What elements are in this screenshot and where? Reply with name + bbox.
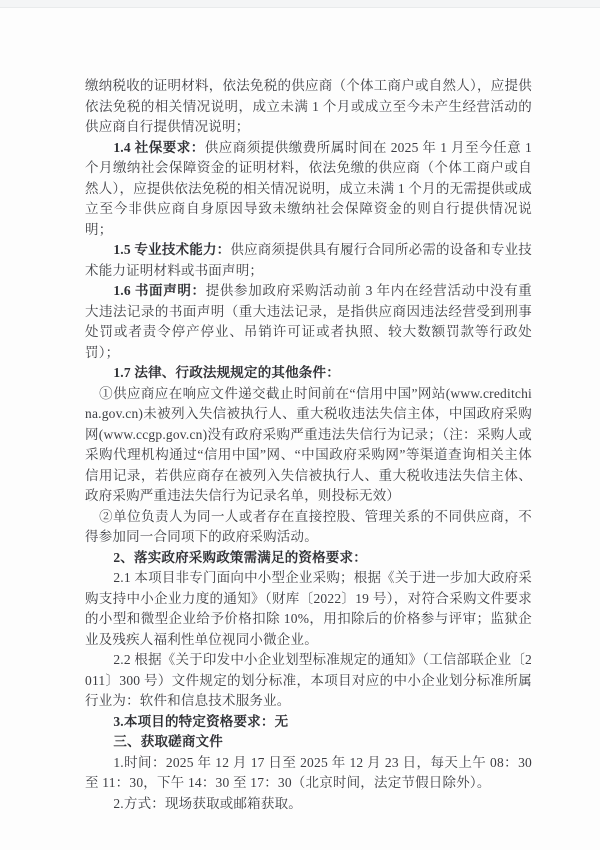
paragraph-text: 1.时间：2025 年 12 月 17 日至 2025 年 12 月 23 日，每天上午 08：30 至 11：30，下午 14：30 至 17：30（北京时间，法定节假日除外）。 [85, 754, 532, 790]
paragraph-2-2-sme-classification [85, 650, 532, 712]
paragraph-1-5-technical-ability [85, 240, 532, 281]
paragraph-1-7-legal-conditions [85, 363, 532, 384]
paragraph-text: ①供应商应在响应文件递交截止时间前在“信用中国”网站(www.creditchina.gov.cn)未被列入失信被执行人、重大税收违法失信主体，中国政府采购网(www.ccgp.gov.cn)没有政府采购严重违法失信行为记录；（注：采购人或采购代理机构通过“信用中国”网、“中国政府采购网”等渠道查询相关主体信用记录，若供应商存在被列入失信被执行人、重大税收违法失信主体、政府采购严重违法失信行为记录名单，则投标无效） [85, 385, 532, 503]
clause-heading: 3.本项目的特定资格要求： [113, 713, 275, 729]
clause-heading: 1.4 社保要求： [113, 139, 205, 155]
section-heading: 三、获取磋商文件 [113, 734, 223, 749]
paragraph-section-3-obtain-documents-heading [85, 732, 532, 753]
paragraph-text: 供应商须提供具有履行合同所必需的设备和专业技术能力证明材料或书面声明； [85, 242, 533, 278]
paragraph-text: 无 [274, 713, 289, 729]
clause-heading: 1.5 专业技术能力： [113, 242, 231, 257]
paragraph-text: 提供参加政府采购活动前 3 年内在经营活动中没有重大违法记录的书面声明（重大违法记录，是指供应商因违法经营受到刑事处罚或者责令停产停业、吊销许可证或者执照、较大数额罚款等行政处罚）； [85, 283, 532, 360]
paragraph-obtain-time [85, 753, 532, 794]
section-heading: 2、落实政府采购政策需满足的资格要求： [113, 549, 367, 565]
paragraph-3-specific-qualification [85, 712, 532, 733]
paragraph-1-6-written-statement [85, 281, 532, 363]
document-content [85, 76, 532, 814]
paragraph-credit-china-check [85, 384, 532, 507]
paragraph-2-policy-requirements-heading [85, 548, 532, 569]
paragraph-2-1-sme-price-deduction [85, 568, 532, 650]
clause-heading: 1.7 法律、行政法规规定的其他条件： [113, 365, 340, 380]
paragraph-text: 缴纳税收的证明材料，依法免税的供应商（个体工商户或自然人），应提供依法免税的相关情况说明，成立未满 1 个月或成立至今未产生经营活动的供应商自行提供情况说明； [85, 78, 532, 134]
paragraph-text: 2.1 本项目非专门面向中小型企业采购；根据《关于进一步加大政府采购支持中小企业力度的通知》（财库〔2022〕19 号），对符合采购文件要求的小型和微型企业给予价格扣除 10%，用扣除后的价格参与评审；监狱企业及残疾人福利性单位视同小微企业。 [85, 570, 532, 647]
paragraph-text: ②单位负责人为同一人或者存在直接控股、管理关系的不同供应商，不得参加同一合同项下的政府采购活动。 [85, 508, 532, 544]
paragraph-text: 2.方式：现场获取或邮箱获取。 [113, 795, 302, 811]
paragraph-1-4-social-security [85, 138, 532, 241]
paragraph-text: 供应商须提供缴费所属时间在 2025 年 1 月至今任意 1 个月缴纳社会保障资金的证明材料，依法免缴的供应商（个体工商户或自然人），应提供依法免税的相关情况说明，成立未满 1 个月的无需提供或成立至今非供应商自身原因导致未缴纳社会保障资金的则自行提供情况说明； [85, 139, 532, 237]
paragraph-text: 2.2 根据《关于印发中小企业划型标准规定的通知》（工信部联企业〔2011〕300 号）文件规定的划分标准，本项目对应的中小企业划分标准所属行业为：软件和信息技术服务业。 [85, 652, 532, 708]
paragraph-same-legal-person [85, 507, 532, 548]
clause-heading: 1.6 书面声明： [113, 283, 206, 298]
scan-edge [0, 0, 600, 8]
paragraph-tax-certificate-continuation [85, 76, 532, 138]
paragraph-obtain-method [85, 794, 532, 815]
